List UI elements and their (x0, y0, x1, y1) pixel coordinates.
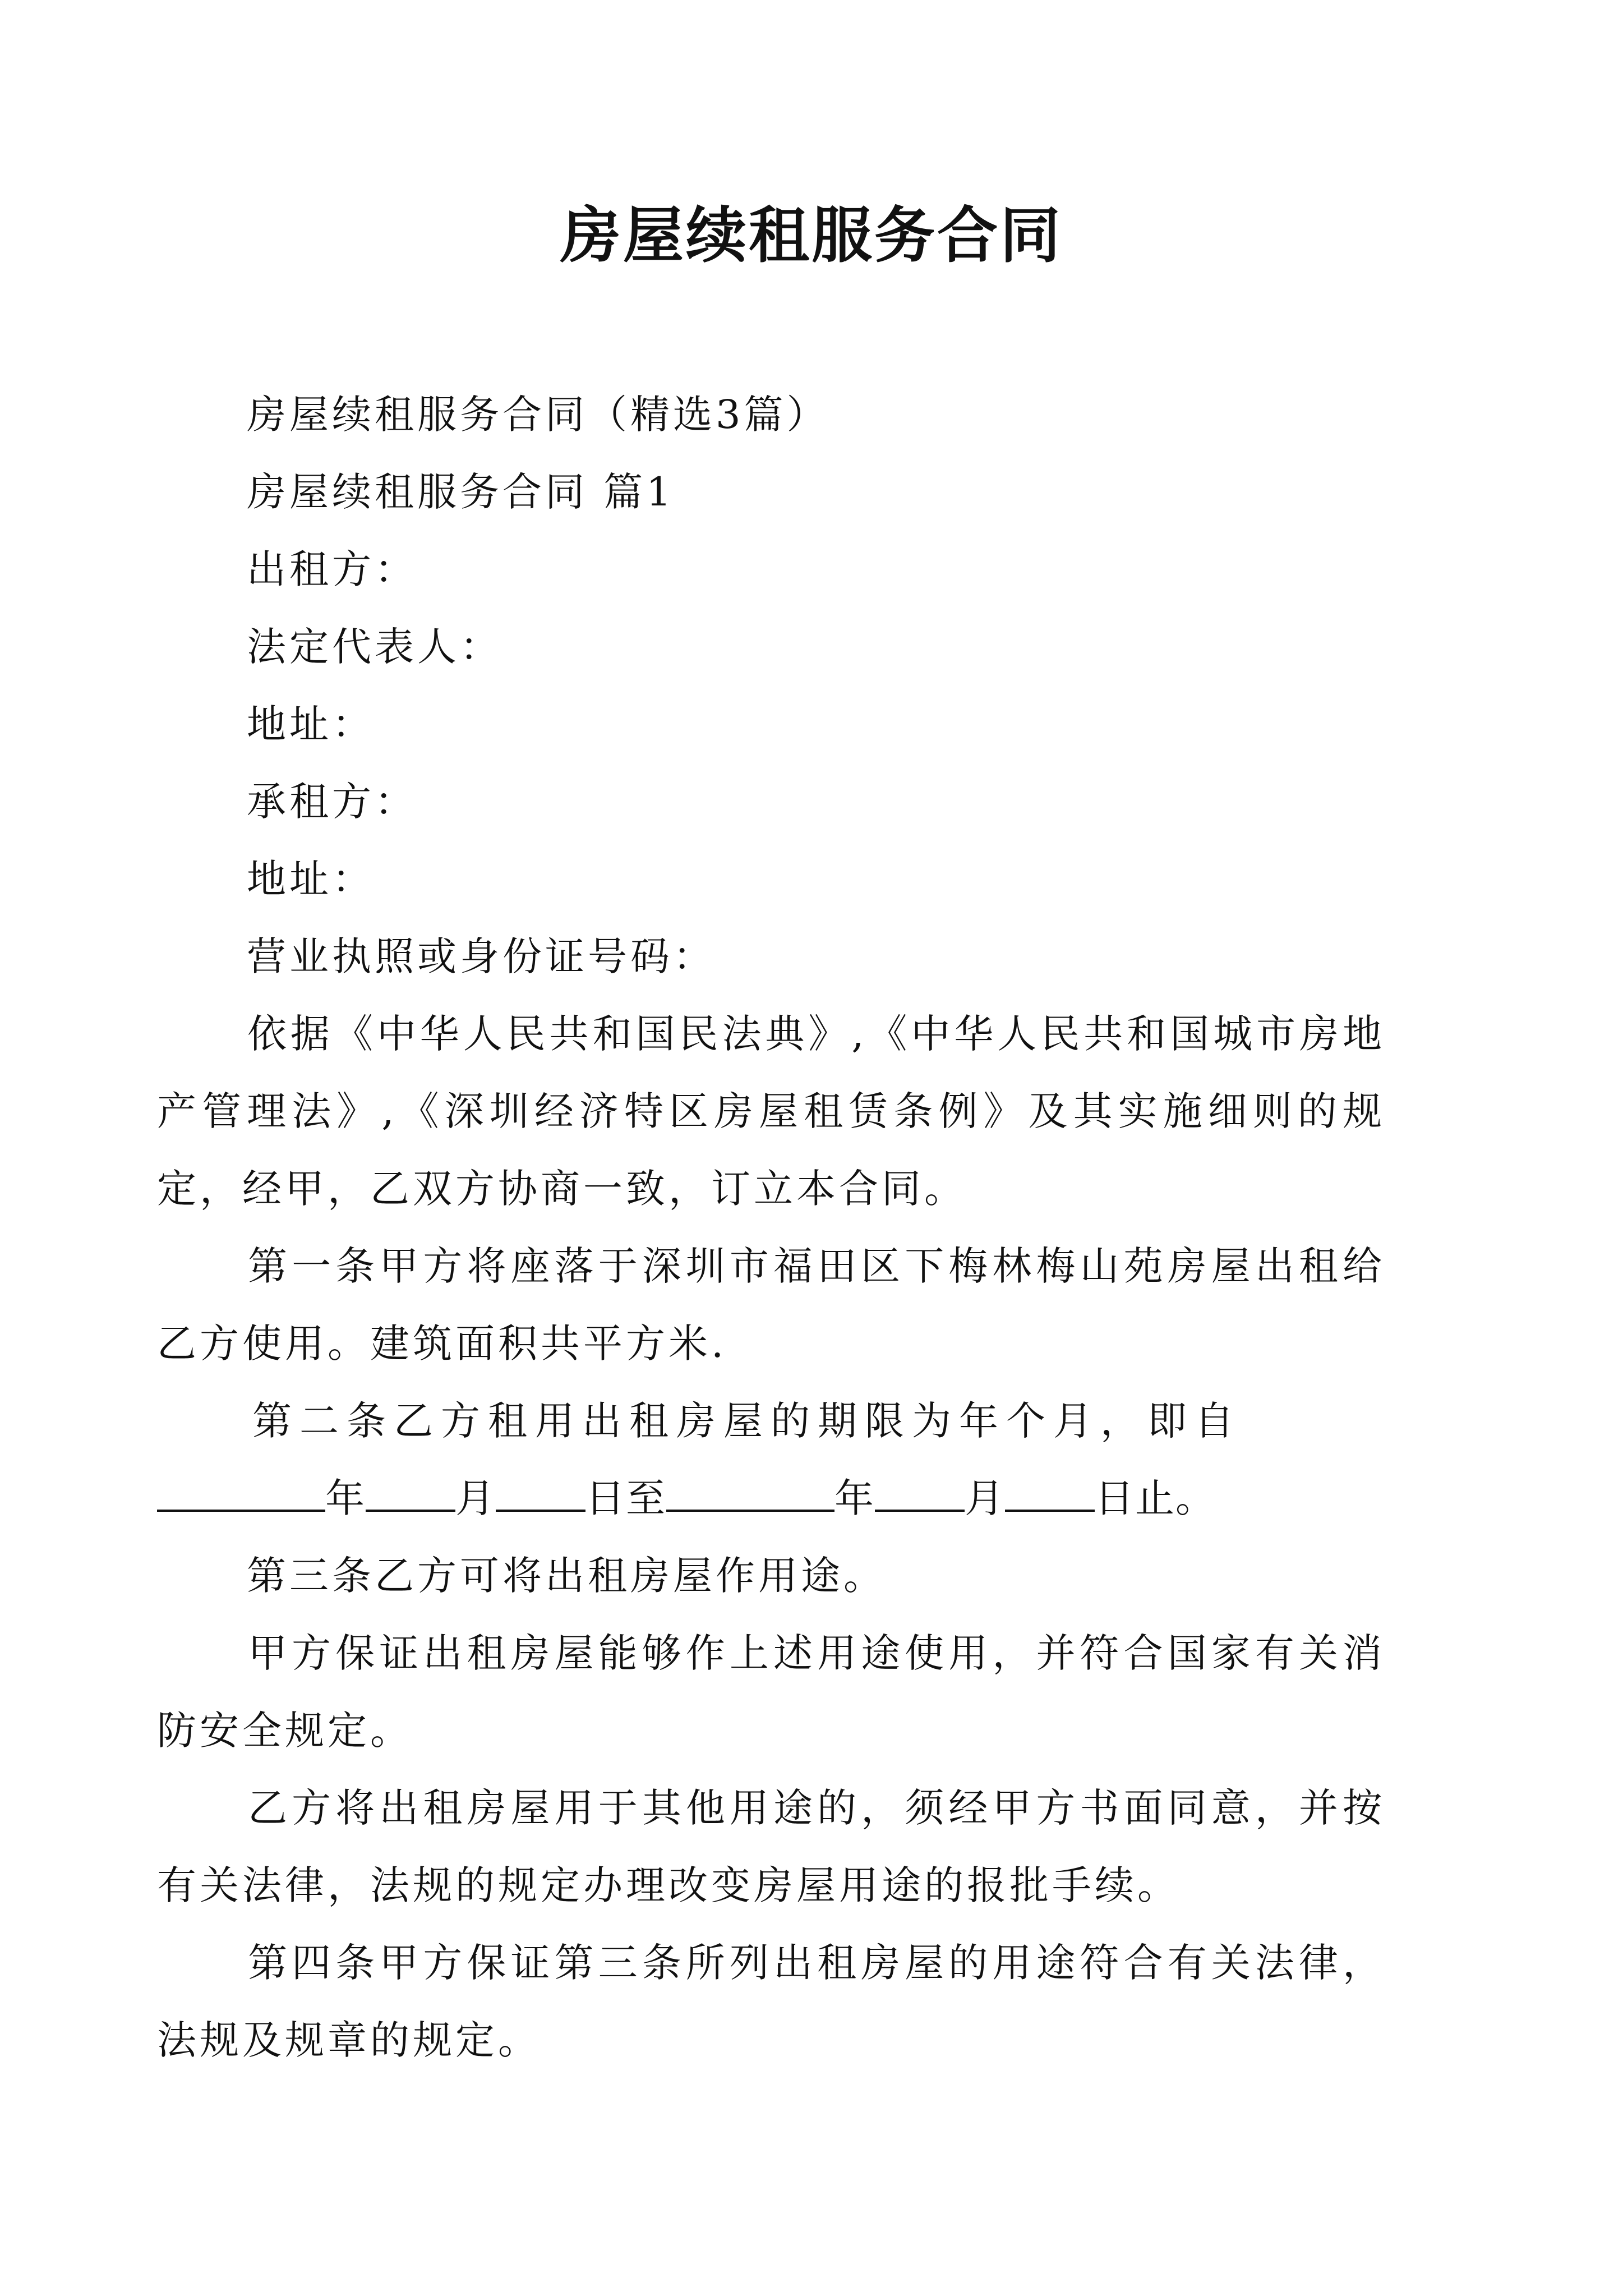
license-field: 营业执照或身份证号码： (247, 933, 716, 979)
start-year-blank (157, 1470, 325, 1512)
start-month-label: 月 (455, 1475, 496, 1521)
article-3-paragraph: 第三条乙方可将出租房屋作用途。 (247, 1553, 886, 1599)
legal-rep-field: 法定代表人： (247, 624, 502, 670)
preamble-paragraph (157, 995, 1385, 1227)
end-day-label: 日止。 (1095, 1475, 1216, 1521)
preamble-text: 依据《中华人民共和国民法典》,《中华人民共和国城市房地产管理法》,《深圳经济特区房屋租赁条例》及其实施细则的规定，经甲，乙双方协商一致，订立本合同。 (157, 1011, 1385, 1212)
article-1-paragraph (157, 1227, 1385, 1382)
end-month-blank (875, 1470, 965, 1512)
article-3-p2 (157, 1614, 1385, 1769)
contract-clauses (157, 995, 1385, 2079)
start-day-label: 日至 (585, 1475, 666, 1521)
article-2-intro: 第二条乙方租用出租房屋的期限为年个月，即自 (252, 1398, 1242, 1444)
article-2-paragraph (157, 1382, 1385, 1460)
start-month-blank (366, 1470, 455, 1512)
end-year-label: 年 (834, 1475, 875, 1521)
article-3-p2-text: 甲方保证出租房屋能够作上述用途使用，并符合国家有关消防安全规定。 (157, 1630, 1385, 1754)
article-3-p3-text: 乙方将出租房屋用于其他用途的，须经甲方书面同意，并按有关法律，法规的规定办理改变房屋用途的报批手续。 (157, 1785, 1385, 1908)
article-3-p3 (157, 1769, 1385, 1924)
document-title: 房屋续租服务合同 (560, 200, 1063, 271)
lessee-field: 承租方： (247, 779, 417, 825)
end-month-label: 月 (965, 1475, 1005, 1521)
document-subtitle: 房屋续租服务合同（精选3篇） (247, 392, 829, 438)
start-year-label: 年 (325, 1475, 366, 1521)
address-field-1: 地址： (247, 701, 375, 747)
part-heading: 房屋续租服务合同 篇1 (247, 469, 675, 515)
article-4-paragraph (157, 1924, 1385, 2079)
end-day-blank (1005, 1470, 1095, 1512)
end-year-blank (666, 1470, 834, 1512)
article-2-dates (157, 1460, 1385, 1537)
document-body (247, 376, 1385, 995)
start-day-blank (496, 1470, 585, 1512)
article-4-text: 第四条甲方保证第三条所列出租房屋的用途符合有关法律，法规及规章的规定。 (157, 1940, 1385, 2063)
address-field-2: 地址： (247, 856, 375, 902)
lessor-field: 出租方： (247, 546, 417, 592)
article-1-text: 第一条甲方将座落于深圳市福田区下梅林梅山苑房屋出租给乙方使用。建筑面积共平方米. (157, 1243, 1385, 1366)
